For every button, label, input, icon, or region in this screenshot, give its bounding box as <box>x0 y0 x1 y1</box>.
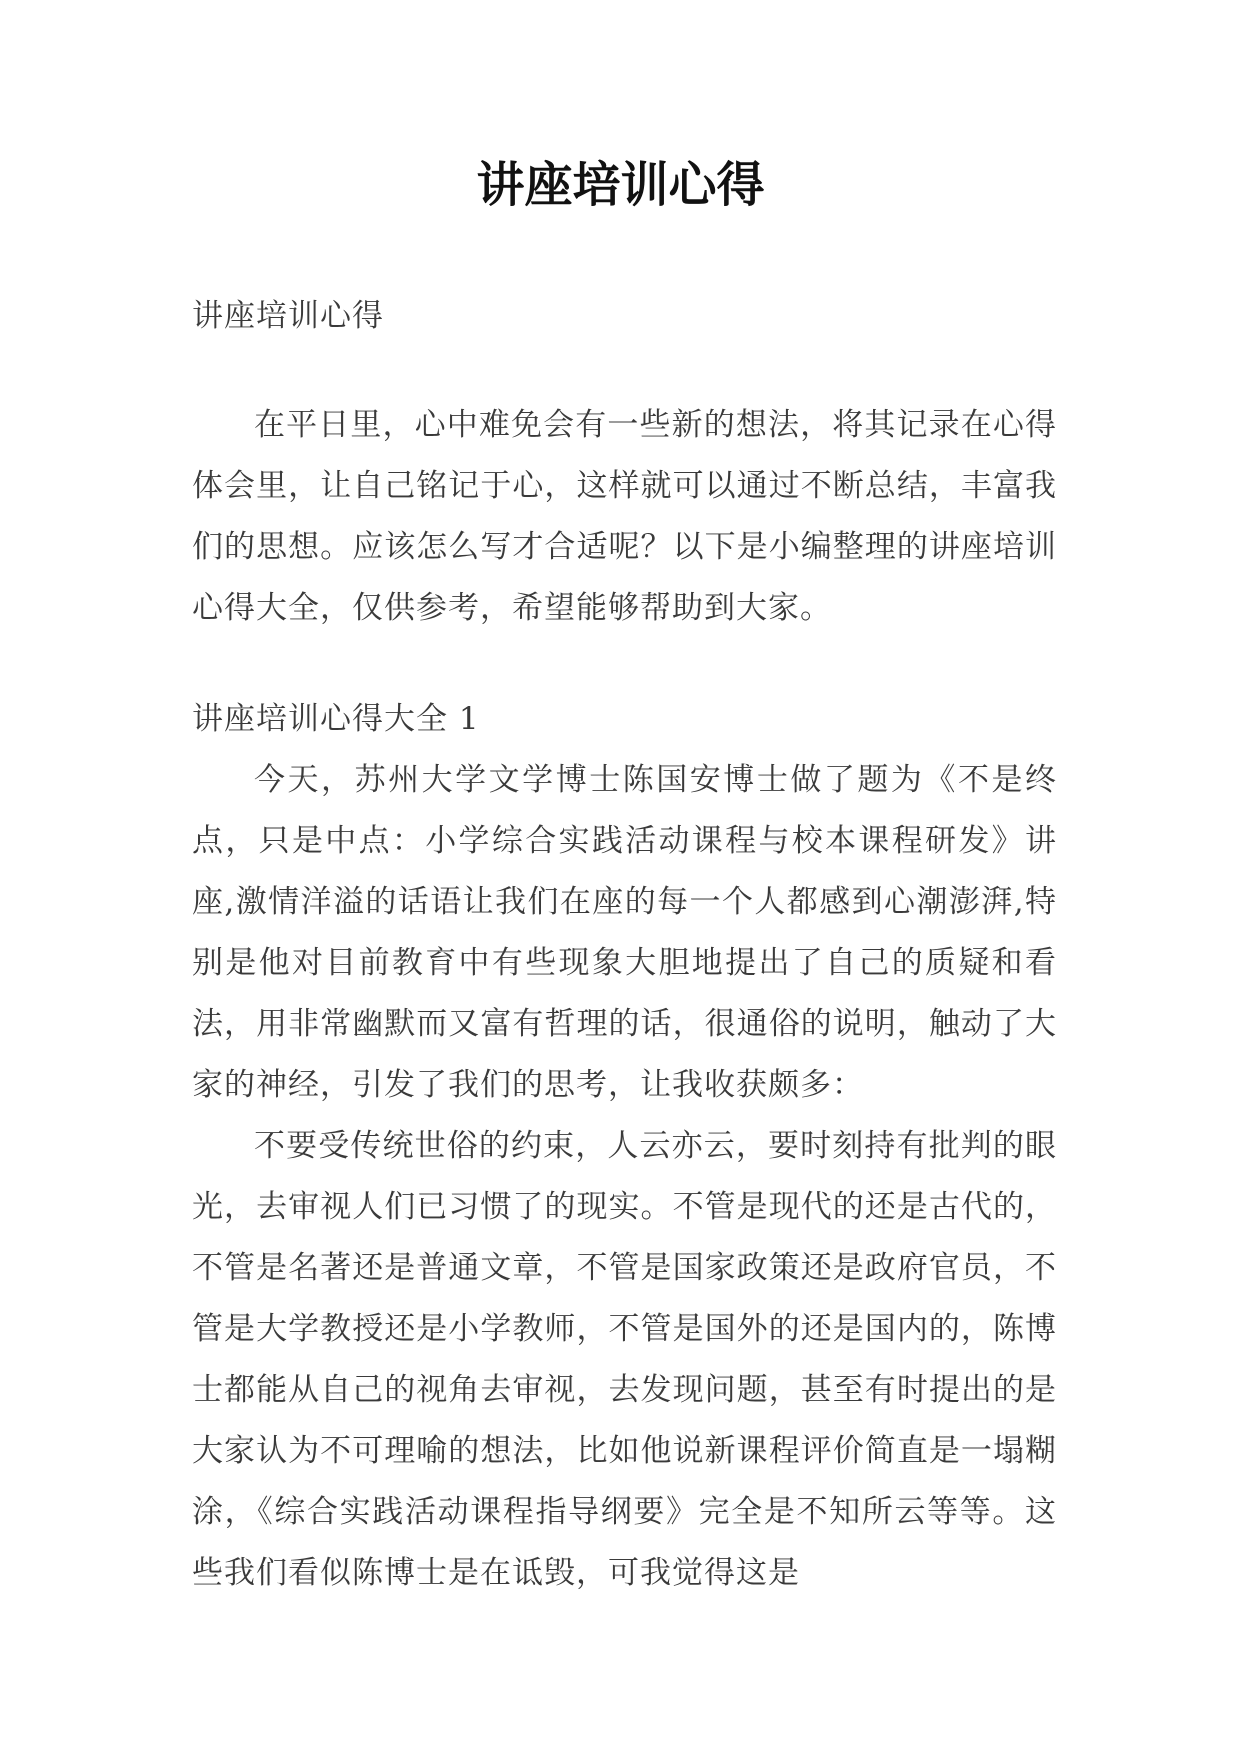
page-title: 讲座培训心得 <box>476 157 765 213</box>
body-paragraph: 今天，苏州大学文学博士陈国安博士做了题为《不是终点，只是中点：小学综合实践活动课程与校本课程研发》讲座,激情洋溢的话语让我们在座的每一个人都感到心潮澎湃,特别是他对目前教育中有些现象大胆地提出了自己的质疑和看法，用非常幽默而又富有哲理的话，很通俗的说明，触动了大家的神经，引发了我们的思考，让我收获颇多： <box>192 762 1057 1103</box>
section-heading: 讲座培训心得大全 1 <box>192 701 480 737</box>
spacer <box>192 639 1057 689</box>
document-subtitle: 讲座培训心得 <box>192 298 384 334</box>
intro-paragraph: 在平日里，心中难免会有一些新的想法，将其记录在心得体会里，让自己铭记于心，这样就可以通过不断总结，丰富我们的思想。应该怎么写才合适呢？以下是小编整理的讲座培训心得大全，仅供参考，希望能够帮助到大家。 <box>192 407 1057 626</box>
document-body <box>192 286 1057 1604</box>
spacer <box>192 347 1057 395</box>
body-paragraph: 不要受传统世俗的约束，人云亦云，要时刻持有批判的眼光，去审视人们已习惯了的现实。不管是现代的还是古代的，不管是名著还是普通文章，不管是国家政策还是政府官员，不管是大学教授还是小学教师，不管是国外的还是国内的，陈博士都能从自己的视角去审视，去发现问题，甚至有时提出的是大家认为不可理喻的想法，比如他说新课程评价简直是一塌糊涂，《综合实践活动课程指导纲要》完全是不知所云等等。这些我们看似陈博士是在诋毁，可我觉得这是 <box>192 1128 1057 1591</box>
